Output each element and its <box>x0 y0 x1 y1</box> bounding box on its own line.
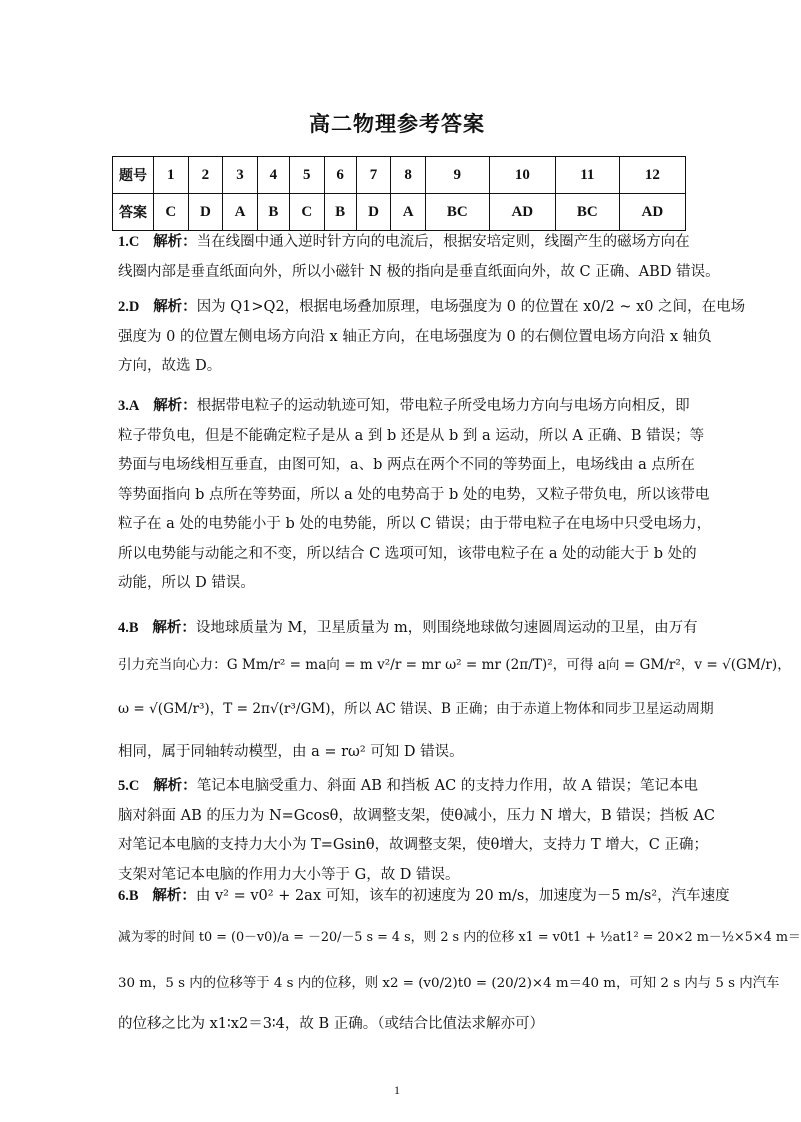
analysis-line: 相同，属于同轴转动模型，由 a = rω² 可知 D 错误。 <box>118 744 464 760</box>
analysis-line: 脑对斜面 AB 的压力为 N=Gcosθ，故调整支架，使θ减小，压力 N 增大，B 错误；挡板 AC <box>118 807 715 824</box>
answer-cell: B <box>324 194 356 231</box>
analysis-text: 根据带电粒子的运动轨迹可知，带电粒子所受电场力方向与电场方向相反，即 <box>196 398 690 414</box>
analysis-line: 动能，所以 D 错误。 <box>118 575 255 591</box>
analysis-line: 粒子在 a 处的电势能小于 b 处的电势能，所以 C 错误；由于带电粒子在电场中只受电场力， <box>118 516 712 532</box>
answer-table <box>112 156 686 231</box>
question-number: 10 <box>489 157 555 194</box>
analysis-text: 笔记本电脑受重力、斜面 AB 和挡板 AC 的支持力作用，故 A 错误；笔记本电 <box>196 778 699 794</box>
answer-cell: B <box>257 194 289 231</box>
analysis-label: 解析： <box>153 299 197 315</box>
row-label-number: 题号 <box>113 157 154 194</box>
question-number: 12 <box>619 157 685 194</box>
answer-table-answer-row <box>113 194 686 231</box>
analysis-line: 的位移之比为 x1∶x2＝3∶4，故 B 正确。（或结合比值法求解亦可） <box>118 1016 545 1032</box>
analysis-line: 引力充当向心力：G Mm/r² = ma向 = m v²/r = mr ω² = mr (2π/T)²，可得 a向 = GM/r²，v = √(GM/r)， <box>118 657 791 673</box>
answer-table-number-row <box>113 157 686 194</box>
analysis-line <box>118 610 698 647</box>
question-number: 11 <box>555 157 619 194</box>
analysis-label: 解析： <box>152 620 196 636</box>
answer-cell: C <box>289 194 324 231</box>
answer-cell: BC <box>555 194 619 231</box>
analysis-line <box>118 293 746 323</box>
page-number: 1 <box>394 1083 400 1097</box>
analysis-label: 解析： <box>153 778 197 794</box>
page-title: 高二物理参考答案 <box>309 111 485 136</box>
answer-cell: C <box>154 194 189 231</box>
analysis-line: 强度为 0 的位置左侧电场方向沿 x 轴正方向，在电场强度为 0 的右侧位置电场方向沿 x 轴负 <box>118 328 712 345</box>
analysis-item-3 <box>118 392 712 599</box>
question-number: 2 <box>188 157 223 194</box>
question-number: 7 <box>356 157 391 194</box>
answer-cell: A <box>391 194 426 231</box>
answer-cell: D <box>356 194 391 231</box>
analysis-item-6 <box>118 878 801 1042</box>
analysis-line: 方向，故选 D。 <box>118 358 222 374</box>
item-number: 1.C <box>118 234 140 250</box>
analysis-line: 粒子带负电，但是不能确定粒子是从 a 到 b 还是从 b 到 a 运动，所以 A 正确、B 错误；等 <box>118 427 705 444</box>
answer-cell: A <box>223 194 258 231</box>
answer-cell: D <box>188 194 223 231</box>
row-label-answer: 答案 <box>113 194 154 231</box>
question-number: 6 <box>324 157 356 194</box>
question-number: 5 <box>289 157 324 194</box>
analysis-line: 对笔记本电脑的支持力大小为 T=Gsinθ，故调整支架，使θ增大，支持力 T 增大，C 正确； <box>118 837 708 853</box>
analysis-text: 设地球质量为 M，卫星质量为 m，则围绕地球做匀速圆周运动的卫星，由万有 <box>195 620 698 636</box>
analysis-line: 支架对笔记本电脑的作用力大小等于 G，故 D 错误。 <box>118 866 460 883</box>
analysis-line: 减为零的时间 t0 = (0－v0)/a = －20/－5 s = 4 s，则 2 s 内的位移 x1 = v0t1 + ½at1² = 20×2 m－½×5×4 m＝ <box>118 930 801 945</box>
analysis-text: 当在线圈中通入逆时针方向的电流后，根据安培定则，线圈产生的磁场方向在 <box>196 234 690 250</box>
question-number: 9 <box>425 157 489 194</box>
question-number: 1 <box>154 157 189 194</box>
analysis-line <box>118 228 688 258</box>
analysis-line: 等势面指向 b 点所在等势面，所以 a 处的电势高于 b 处的电势，又粒子带负电，所以该带电 <box>118 486 710 503</box>
analysis-line: 势面与电场线相互垂直，由图可知，a、b 两点在两个不同的等势面上，电场线由 a 点所在 <box>118 457 695 473</box>
analysis-item-2 <box>118 293 746 382</box>
item-number: 6.B <box>118 888 139 904</box>
analysis-label: 解析： <box>153 234 197 250</box>
analysis-label: 解析： <box>152 888 196 904</box>
analysis-item-5 <box>118 772 715 890</box>
answer-cell: BC <box>425 194 489 231</box>
analysis-text: 由 v² = v0² + 2ax 可知，该车的初速度为 20 m/s，加速度为－5 m/s²，汽车速度 <box>195 888 730 904</box>
analysis-line <box>118 878 730 914</box>
analysis-item-4 <box>118 610 791 771</box>
analysis-label: 解析： <box>153 398 197 414</box>
analysis-item-1 <box>118 228 720 287</box>
question-number: 8 <box>391 157 426 194</box>
answer-cell: AD <box>619 194 685 231</box>
analysis-line: 30 m，5 s 内的位移等于 4 s 内的位移，则 x2 = (v0/2)t0 = (20/2)×4 m＝40 m，可知 2 s 内与 5 s 内汽车 <box>118 976 780 991</box>
item-number: 2.D <box>118 299 140 315</box>
item-number: 5.C <box>118 778 140 794</box>
analysis-line <box>118 772 699 802</box>
analysis-line <box>118 392 688 422</box>
answer-cell: AD <box>489 194 555 231</box>
item-number: 3.A <box>118 398 140 414</box>
item-number: 4.B <box>118 620 139 636</box>
analysis-text: 因为 Q1>Q2，根据电场叠加原理，电场强度为 0 的位置在 x0/2 ~ x0 之间，在电场 <box>196 299 746 315</box>
analysis-line: 线圈内部是垂直纸面向外，所以小磁针 N 极的指向是垂直纸面向外，故 C 正确、ABD 错误。 <box>118 263 720 280</box>
question-number: 4 <box>257 157 289 194</box>
analysis-line: 所以电势能与动能之和不变，所以结合 C 选项可知，该带电粒子在 a 处的动能大于 b 处的 <box>118 545 697 562</box>
question-number: 3 <box>223 157 258 194</box>
analysis-line: ω = √(GM/r³)，T = 2π√(r³/GM)，所以 AC 错误、B 正确；由于赤道上物体和同步卫星运动周期 <box>118 701 714 717</box>
